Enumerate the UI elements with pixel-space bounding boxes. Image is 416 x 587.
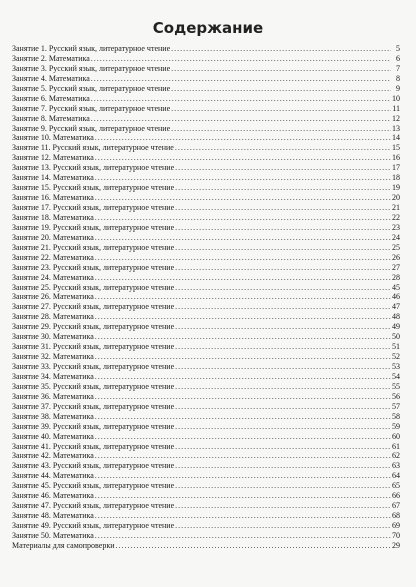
toc-entry — [12, 382, 400, 392]
page-title: Содержание — [152, 19, 264, 37]
toc-entry-label: Занятие 1. Русский язык, литературное чтение — [12, 44, 171, 53]
toc-dot-leader — [95, 253, 391, 263]
toc-entry — [12, 223, 400, 233]
toc-entry-page-number: 70 — [392, 530, 400, 540]
toc-entry-label: Занятие 16. Математика — [12, 193, 94, 203]
toc-entry-page-number: 14 — [392, 133, 400, 143]
toc-entry — [12, 94, 400, 104]
toc-dot-leader — [95, 213, 391, 223]
toc-entry — [12, 153, 400, 163]
toc-entry-label: Занятие 21. Русский язык, литературное чтение — [12, 242, 175, 252]
toc-entry-label: Занятие 35. Русский язык, литературное чтение — [12, 381, 175, 391]
toc-entry — [12, 302, 400, 312]
toc-entry — [12, 292, 400, 302]
toc-entry-page-number: 26 — [392, 252, 400, 262]
toc-dot-leader — [175, 322, 391, 332]
toc-entry — [12, 213, 400, 223]
toc-entry — [12, 521, 400, 531]
toc-dot-leader — [95, 352, 391, 362]
toc-dot-leader — [171, 104, 391, 114]
toc-dot-leader — [91, 54, 391, 64]
toc-dot-leader — [95, 153, 391, 163]
toc-entry — [12, 64, 400, 74]
toc-entry-page-number: 53 — [392, 362, 400, 371]
toc-entry-label: Занятие 28. Математика — [12, 312, 94, 322]
toc-entry-page-number: 19 — [392, 183, 400, 193]
toc-entry-page-number: 56 — [392, 391, 400, 401]
toc-entry — [12, 183, 400, 193]
toc-dot-leader — [175, 283, 391, 293]
toc-entry-page-number: 48 — [392, 312, 400, 322]
toc-entry-page-number: 27 — [392, 262, 400, 272]
toc-entry — [12, 233, 400, 243]
toc-entry-label: Занятие 17. Русский язык, литературное чтение — [12, 203, 175, 212]
toc-dot-leader — [95, 432, 391, 442]
toc-entry — [12, 133, 400, 143]
toc-entry — [12, 362, 400, 372]
toc-entry-page-number: 60 — [392, 431, 400, 441]
toc-entry-label: Занятие 15. Русский язык, литературное чтение — [12, 183, 175, 193]
toc-entry-label: Занятие 8. Математика — [12, 113, 90, 123]
toc-entry-page-number: 45 — [392, 282, 400, 292]
toc-entry — [12, 312, 400, 322]
table-of-contents — [12, 44, 400, 551]
toc-entry-label: Занятие 45. Русский язык, литературное чтение — [12, 481, 175, 491]
toc-entry-label: Занятие 29. Русский язык, литературное чтение — [12, 322, 175, 332]
toc-entry — [12, 392, 400, 402]
toc-entry-page-number: 22 — [392, 212, 400, 222]
toc-entry-page-number: 47 — [392, 302, 400, 312]
toc-entry — [12, 273, 400, 283]
toc-entry — [12, 422, 400, 432]
toc-dot-leader — [95, 372, 391, 382]
toc-entry-label: Занятие 10. Математика — [12, 133, 94, 143]
toc-dot-leader — [91, 94, 391, 104]
toc-dot-leader — [91, 74, 391, 84]
toc-entry-label: Занятие 31. Русский язык, литературное чтение — [12, 342, 175, 352]
toc-entry-label: Занятие 41. Русский язык, литературное чтение — [12, 441, 175, 451]
toc-entry-label: Занятие 6. Математика — [12, 93, 90, 103]
toc-entry-label: Занятие 33. Русский язык, литературное чтение — [12, 362, 175, 371]
toc-entry-label: Занятие 30. Математика — [12, 332, 94, 342]
toc-entry-page-number: 23 — [392, 222, 400, 232]
toc-entry — [12, 193, 400, 203]
toc-dot-leader — [171, 124, 391, 134]
toc-dot-leader — [95, 491, 391, 501]
toc-entry — [12, 74, 400, 84]
toc-entry-page-number: 54 — [392, 371, 400, 381]
toc-entry — [12, 461, 400, 471]
toc-entry — [12, 481, 400, 491]
toc-entry — [12, 511, 400, 521]
toc-entry — [12, 471, 400, 481]
toc-entry-label: Занятие 46. Математика — [12, 491, 94, 501]
toc-entry-label: Занятие 48. Математика — [12, 511, 94, 521]
toc-dot-leader — [95, 193, 391, 203]
toc-dot-leader — [175, 362, 391, 372]
toc-entry-page-number: 62 — [392, 451, 400, 461]
toc-entry-page-number: 50 — [392, 332, 400, 342]
toc-entry-label: Занятие 42. Математика — [12, 451, 94, 461]
toc-entry-label: Занятие 19. Русский язык, литературное чтение — [12, 222, 175, 232]
toc-entry-page-number: 65 — [392, 481, 400, 491]
toc-entry-page-number: 13 — [392, 123, 400, 133]
toc-entry — [12, 114, 400, 124]
toc-dot-leader — [175, 243, 391, 253]
toc-entry-label: Занятие 2. Математика — [12, 53, 90, 63]
toc-entry — [12, 451, 400, 461]
toc-entry-label: Занятие 22. Математика — [12, 252, 94, 262]
toc-entry-label: Занятие 50. Математика — [12, 530, 94, 540]
toc-entry-label: Занятие 11. Русский язык, литературное чтение — [12, 143, 174, 153]
toc-entry-label: Занятие 39. Русский язык, литературное чтение — [12, 421, 175, 431]
toc-entry — [12, 44, 400, 54]
toc-entry-label: Занятие 26. Математика — [12, 292, 94, 302]
toc-dot-leader — [95, 412, 391, 422]
toc-entry-page-number: 52 — [392, 352, 400, 362]
toc-entry-page-number: 24 — [392, 232, 400, 242]
toc-dot-leader — [175, 302, 391, 312]
toc-dot-leader — [175, 342, 391, 352]
toc-dot-leader — [175, 382, 391, 392]
toc-entry-label: Занятие 9. Русский язык, литературное чтение — [12, 123, 171, 133]
toc-entry — [12, 541, 400, 551]
toc-dot-leader — [175, 501, 391, 511]
toc-entry-page-number: 59 — [392, 421, 400, 431]
toc-entry — [12, 263, 400, 273]
toc-entry-page-number: 29 — [392, 540, 400, 550]
toc-entry-label: Занятие 20. Математика — [12, 232, 94, 242]
toc-dot-leader — [175, 481, 391, 491]
toc-dot-leader — [95, 531, 391, 541]
toc-entry — [12, 322, 400, 332]
toc-entry-page-number: 67 — [392, 501, 400, 511]
toc-entry-label: Занятие 38. Математика — [12, 411, 94, 421]
toc-entry — [12, 104, 400, 114]
toc-dot-leader — [175, 402, 391, 412]
toc-entry-page-number: 11 — [392, 103, 400, 113]
toc-entry-label: Занятие 4. Математика — [12, 73, 90, 83]
toc-entry — [12, 84, 400, 94]
toc-entry-page-number: 57 — [392, 401, 400, 411]
toc-dot-leader — [175, 422, 391, 432]
toc-entry-page-number: 10 — [392, 93, 400, 103]
toc-entry-page-number: 61 — [392, 441, 400, 451]
toc-entry — [12, 54, 400, 64]
toc-entry-label: Занятие 36. Математика — [12, 391, 94, 401]
toc-entry-label: Занятие 43. Русский язык, литературное чтение — [12, 461, 175, 471]
toc-dot-leader — [171, 84, 391, 94]
toc-dot-leader — [175, 143, 391, 153]
toc-entry-label: Занятие 13. Русский язык, литературное чтение — [12, 163, 175, 173]
toc-dot-leader — [175, 461, 391, 471]
toc-entry-label: Занятие 47. Русский язык, литературное чтение — [12, 501, 175, 511]
toc-dot-leader — [95, 392, 391, 402]
toc-entry — [12, 491, 400, 501]
toc-dot-leader — [175, 263, 391, 273]
toc-entry-page-number: 15 — [392, 143, 400, 153]
toc-entry-page-number: 9 — [396, 83, 400, 93]
toc-entry-label: Занятие 49. Русский язык, литературное чтение — [12, 521, 175, 530]
toc-entry-label: Занятие 34. Математика — [12, 371, 94, 381]
toc-entry-page-number: 17 — [392, 163, 400, 173]
toc-dot-leader — [171, 64, 391, 74]
toc-entry-label: Занятие 40. Математика — [12, 431, 94, 441]
toc-dot-leader — [175, 521, 391, 531]
toc-dot-leader — [175, 223, 391, 233]
toc-entry-page-number: 5 — [396, 44, 400, 53]
toc-dot-leader — [116, 541, 391, 551]
toc-entry-page-number: 12 — [392, 113, 400, 123]
toc-entry-page-number: 20 — [392, 193, 400, 203]
toc-entry-page-number: 68 — [392, 511, 400, 521]
toc-entry — [12, 342, 400, 352]
toc-entry — [12, 352, 400, 362]
toc-entry — [12, 163, 400, 173]
toc-entry-label: Занятие 32. Математика — [12, 352, 94, 362]
toc-entry — [12, 412, 400, 422]
toc-entry-label: Материалы для самопроверки — [12, 540, 115, 550]
toc-entry — [12, 332, 400, 342]
toc-dot-leader — [95, 451, 391, 461]
toc-entry-label: Занятие 27. Русский язык, литературное чтение — [12, 302, 175, 312]
toc-entry — [12, 143, 400, 153]
toc-entry-label: Занятие 23. Русский язык, литературное чтение — [12, 262, 175, 272]
toc-entry — [12, 372, 400, 382]
toc-entry-label: Занятие 7. Русский язык, литературное чтение — [12, 103, 171, 113]
toc-entry — [12, 203, 400, 213]
toc-entry — [12, 243, 400, 253]
toc-dot-leader — [171, 44, 391, 54]
toc-dot-leader — [91, 114, 391, 124]
toc-dot-leader — [95, 471, 391, 481]
toc-entry-page-number: 49 — [392, 322, 400, 332]
toc-entry — [12, 173, 400, 183]
toc-entry-page-number: 25 — [392, 242, 400, 252]
toc-dot-leader — [175, 163, 391, 173]
toc-dot-leader — [95, 133, 391, 143]
toc-dot-leader — [95, 312, 391, 322]
toc-entry-label: Занятие 14. Математика — [12, 173, 94, 183]
toc-entry-page-number: 18 — [392, 173, 400, 183]
toc-dot-leader — [95, 332, 391, 342]
toc-dot-leader — [95, 292, 391, 302]
toc-entry-page-number: 64 — [392, 471, 400, 481]
toc-entry — [12, 531, 400, 541]
toc-entry-page-number: 63 — [392, 461, 400, 471]
toc-entry-page-number: 46 — [392, 292, 400, 302]
toc-entry-label: Занятие 25. Русский язык, литературное чтение — [12, 282, 175, 292]
toc-entry-page-number: 51 — [392, 342, 400, 352]
toc-entry-label: Занятие 37. Русский язык, литературное чтение — [12, 401, 175, 411]
toc-dot-leader — [95, 511, 391, 521]
toc-entry-page-number: 7 — [396, 63, 400, 73]
toc-entry-label: Занятие 12. Математика — [12, 153, 94, 163]
toc-entry-page-number: 6 — [396, 53, 400, 63]
toc-entry-page-number: 58 — [392, 411, 400, 421]
toc-entry — [12, 432, 400, 442]
toc-dot-leader — [95, 233, 391, 243]
toc-entry — [12, 253, 400, 263]
toc-entry — [12, 442, 400, 452]
toc-dot-leader — [175, 203, 391, 213]
toc-entry-page-number: 21 — [392, 203, 400, 212]
toc-entry-page-number: 69 — [392, 521, 400, 530]
toc-entry — [12, 501, 400, 511]
toc-dot-leader — [175, 442, 391, 452]
toc-entry-page-number: 28 — [392, 272, 400, 282]
toc-entry-page-number: 16 — [392, 153, 400, 163]
toc-entry-page-number: 66 — [392, 491, 400, 501]
toc-entry — [12, 283, 400, 293]
toc-entry-page-number: 8 — [396, 73, 400, 83]
toc-dot-leader — [95, 273, 391, 283]
toc-entry-label: Занятие 5. Русский язык, литературное чтение — [12, 83, 171, 93]
toc-entry-label: Занятие 18. Математика — [12, 212, 94, 222]
toc-entry-label: Занятие 24. Математика — [12, 272, 94, 282]
toc-dot-leader — [95, 173, 391, 183]
toc-entry-label: Занятие 3. Русский язык, литературное чтение — [12, 63, 171, 73]
toc-entry — [12, 124, 400, 134]
toc-entry — [12, 402, 400, 412]
toc-entry-label: Занятие 44. Математика — [12, 471, 94, 481]
toc-dot-leader — [175, 183, 391, 193]
toc-entry-page-number: 55 — [392, 381, 400, 391]
